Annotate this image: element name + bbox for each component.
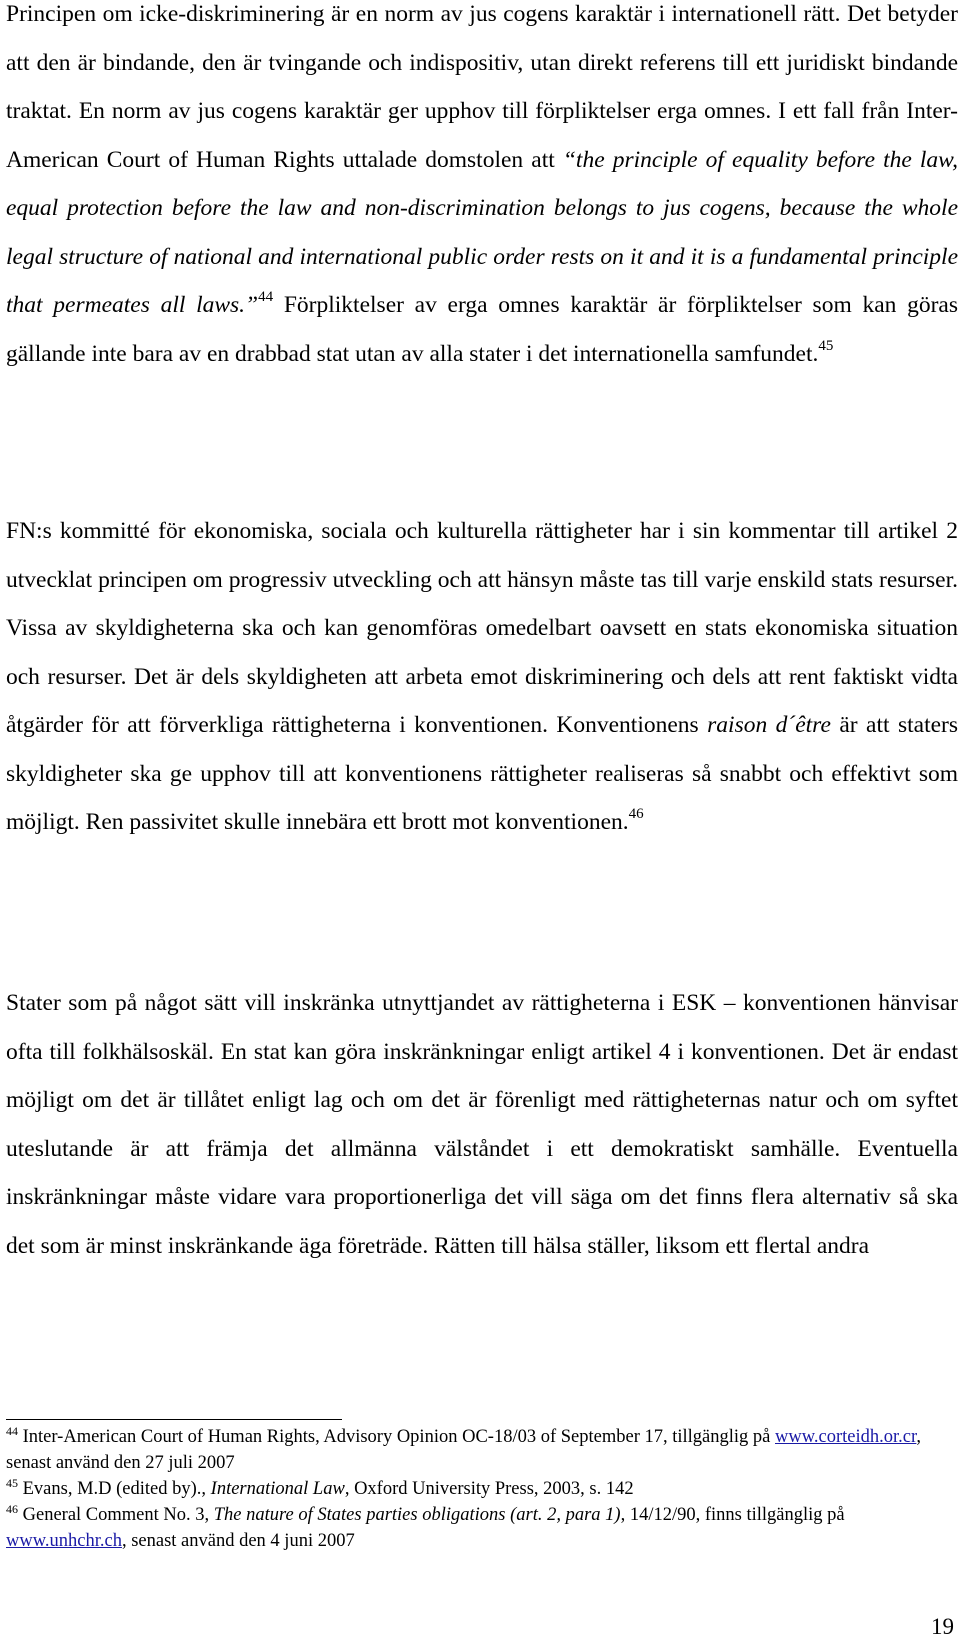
italic-phrase: raison d´être bbox=[707, 712, 831, 738]
page-number: 19 bbox=[931, 1614, 954, 1639]
footnote-number: 45 bbox=[6, 1475, 18, 1490]
footnote-ref-46[interactable]: 46 bbox=[628, 806, 644, 823]
footnote-text: , senast använd den 27 juli 2007 bbox=[6, 1427, 922, 1473]
link-unhchr[interactable]: www.unhchr.ch bbox=[6, 1531, 122, 1551]
footnote-ref-44[interactable]: 44 bbox=[258, 289, 274, 306]
footnote-italic: International Law bbox=[206, 1479, 345, 1499]
paragraph-committee bbox=[6, 507, 958, 847]
footnote-text: , 14/12/90, finns tillgänglig på bbox=[620, 1505, 845, 1525]
paragraph-text: Principen om icke-diskriminering är en norm av jus cogens karaktär i internationell rätt. Det betyder att den är bindande, den är tvingande och indispositiv, utan direkt referens till ett juridiskt bindande traktat. En norm av jus cogens karaktär ger upphov till förpliktelser erga omnes. I ett fall från Inter-American Court of Human Rights uttalade domstolen att bbox=[6, 1, 958, 173]
footnote-italic: The nature of States parties obligations (art. 2, para 1) bbox=[209, 1505, 621, 1525]
footnote-44 bbox=[6, 1424, 958, 1476]
footnote-number: 46 bbox=[6, 1501, 18, 1516]
paragraph-text: Stater som på något sätt vill inskränka utnyttjandet av rättigheterna i ESK – konventionen hänvisar ofta till folkhälsoskäl. En stat kan göra inskränkningar enligt artikel 4 i konventionen. Det är endast möjligt om det är tillåtet enligt lag och om det är förenligt med rättigheternas natur och om syftet uteslutande är att främja det allmänna välståndet i ett demokratiskt samhälle. Eventuella inskränkningar måste vidare vara proportionerliga det vill säga om det finns flera alternativ så ska det som är minst inskränkande äga företräde. Rätten till hälsa ställer, liksom ett flertal andra bbox=[6, 990, 958, 1259]
paragraph-jus-cogens bbox=[6, 0, 958, 378]
court-quote: “the principle of equality before the law, equal protection before the law and non-discrimination belongs to jus cogens, because the whole legal structure of national and international public order rests on it and it is a fundamental principle that permeates all laws.” bbox=[6, 146, 958, 318]
footnote-divider bbox=[6, 1419, 342, 1420]
footnote-number: 44 bbox=[6, 1423, 18, 1438]
footnote-46 bbox=[6, 1502, 958, 1554]
footnote-ref-45[interactable]: 45 bbox=[818, 337, 834, 354]
paragraph-text: Förpliktelser av erga omnes karaktär är förpliktelser som kan göras gällande inte bara av en drabbad stat utan av alla stater i det internationella samfundet. bbox=[6, 292, 958, 367]
footnote-text: , senast använd den 4 juni 2007 bbox=[121, 1531, 355, 1551]
footnotes bbox=[6, 1424, 958, 1554]
footnote-text: Evans, M.D (edited by)., bbox=[18, 1479, 207, 1499]
footnote-45 bbox=[6, 1476, 958, 1502]
footnote-text: General Comment No. 3, bbox=[18, 1505, 210, 1525]
footnote-text: , Oxford University Press, 2003, s. 142 bbox=[344, 1479, 634, 1499]
link-corteidh[interactable]: www.corteidh.or.cr bbox=[775, 1427, 917, 1447]
paragraph-text: är att staters skyldigheter ska ge upphov till att konventionens rättigheter realiseras så snabbt och effektivt som möjligt. Ren passivitet skulle innebära ett brott mot konventionen. bbox=[6, 712, 958, 835]
paragraph-restrictions bbox=[6, 979, 958, 1270]
paragraph-text: FN:s kommitté för ekonomiska, sociala och kulturella rättigheter har i sin kommentar till artikel 2 utvecklat principen om progressiv utveckling och att hänsyn måste tas till varje enskild stats resurser. Vissa av skyldigheterna ska och kan genomföras omedelbart oavsett en stats ekonomiska situation och resurser. Det är dels skyldigheten att arbeta emot diskriminering och dels att rent faktiskt vidta åtgärder för att förverkliga rättigheterna i konventionen. Konventionens bbox=[6, 518, 958, 738]
footnote-text: Inter-American Court of Human Rights, Advisory Opinion OC-18/03 of September 17, tillgänglig på bbox=[18, 1427, 775, 1447]
